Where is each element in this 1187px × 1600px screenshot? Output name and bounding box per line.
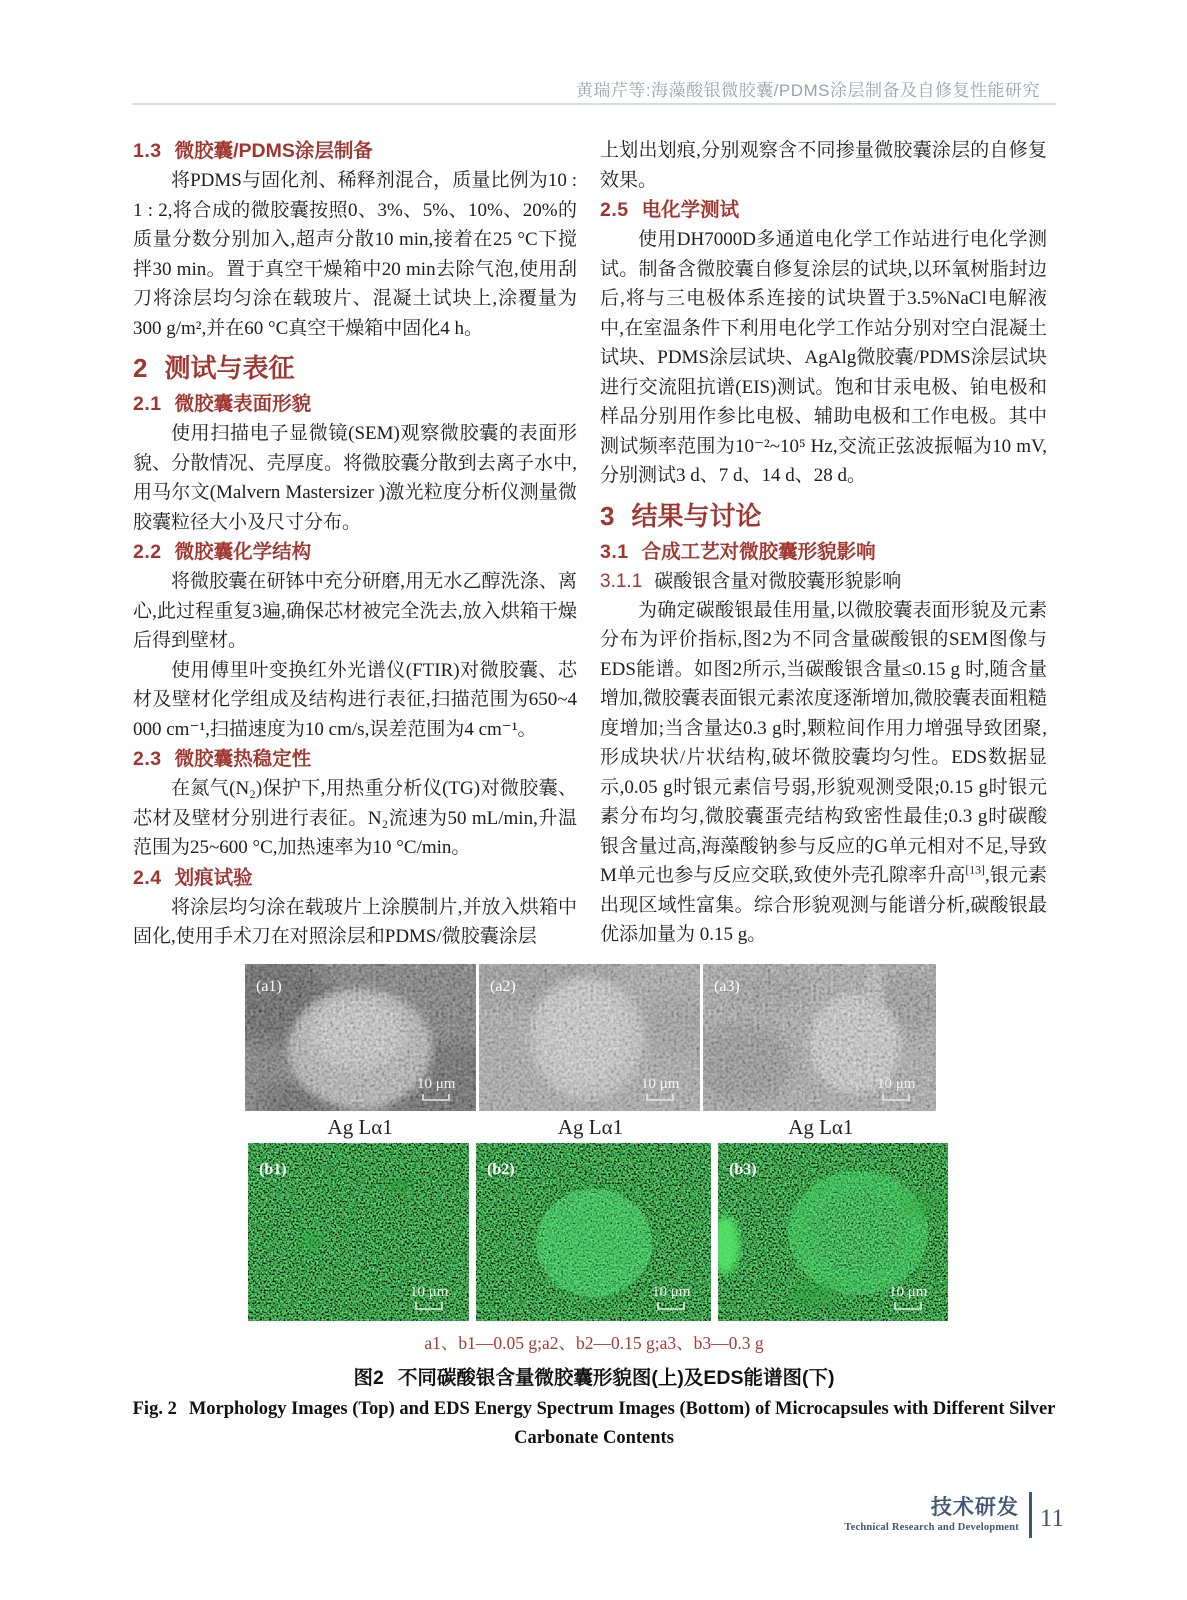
heading-2-1 xyxy=(133,391,577,418)
panel-label: (a1) xyxy=(256,978,282,995)
heading-number: 2 xyxy=(133,353,148,383)
scalebar-label: 10 μm xyxy=(410,1284,449,1300)
footer-section-zh: 技术研发 xyxy=(930,1496,1019,1519)
heading-number: 2.1 xyxy=(133,393,162,415)
heading-3-1-1 xyxy=(600,568,1047,595)
eds-image-b2 xyxy=(476,1143,711,1321)
heading-3-1 xyxy=(600,539,1047,566)
heading-2-2 xyxy=(133,539,577,566)
heading-2 xyxy=(133,352,577,385)
heading-number: 3.1.1 xyxy=(600,570,643,592)
heading-title: 碳酸银含量对微胶囊形貌影响 xyxy=(654,570,902,592)
figure-2 xyxy=(245,964,948,1321)
paragraph-2-3: 在氮气(N₂)保护下,用热重分析仪(TG)对微胶囊、芯材及壁材分别进行表征。N₂流速为50 mL/min,升温范围为25~600 °C,加热速率为10 °C/min。 xyxy=(133,778,577,858)
sem-image-row xyxy=(245,964,948,1111)
paragraph-2-1: 使用扫描电子显微镜(SEM)观察微胶囊的表面形貌、分散情况、壳厚度。将微胶囊分散到去离子水中,用马尔文(Malvern Mastersizer )激光粒度分析仪测量微胶囊粒径大小及尺寸分布。 xyxy=(133,423,577,533)
heading-number: 2.4 xyxy=(133,866,162,889)
running-head-title: 黄瑞芹等:海藻酸银微胶囊/PDMS涂层制备及自修复性能研究 xyxy=(575,81,1040,100)
right-column xyxy=(600,136,1047,950)
paragraph-2-5: 使用DH7000D多通道电化学工作站进行电化学测试。制备含微胶囊自修复涂层的试块,以环氧树脂封边后,将与三电极体系连接的试块置于3.5%NaCl电解液中,在室温条件下利用电化学工作站分别对空白混凝土试块、PDMS涂层试块、AgAlg微胶囊/PDMS涂层试块进行交流阻抗谱(EIS)测试。饱和甘汞电极、铂电极和样品分别用作参比电极、辅助电极和工作电极。其中测试频率范围为10⁻²~10⁵ Hz,交流正弦波振幅为10 mV,分别测试3 d、7 d、14 d、28 d。 xyxy=(600,229,1047,486)
heading-number: 1.3 xyxy=(133,140,162,162)
ag-label-row xyxy=(245,1111,936,1143)
paragraph-1-3: 将PDMS与固化剂、稀释剂混合，质量比例为10 : 1 : 2,将合成的微胶囊按照0、3%、5%、10%、20%的质量分数分别加入,超声分散10 min,接着在25 °C下搅拌30 min。置于真空干燥箱中20 min去除气泡,使用刮刀将涂层均匀涂在载玻片、混凝土试块上,涂覆量为300 g/m²,并在60 °C真空干燥箱中固化4 h。 xyxy=(133,170,577,339)
panel-label: (b1) xyxy=(259,1161,287,1178)
figure-caption-number-en: Fig. 2 xyxy=(132,1399,177,1419)
scalebar-label: 10 μm xyxy=(641,1076,680,1092)
heading-title: 划痕试验 xyxy=(174,866,253,889)
sem-image-a1 xyxy=(245,964,476,1111)
heading-3 xyxy=(600,500,1047,533)
figure-caption-en-text: Morphology Images (Top) and EDS Energy Spectrum Images (Bottom) of Microcapsules with Different Silver xyxy=(188,1399,1056,1419)
heading-title: 结果与讨论 xyxy=(631,500,762,531)
page-number: 11 xyxy=(1039,1505,1064,1532)
figure-caption-en-line2: Carbonate Contents xyxy=(514,1428,674,1448)
heading-number: 3 xyxy=(600,500,615,531)
heading-2-4 xyxy=(133,865,577,892)
ag-label: Ag Lα1 xyxy=(788,1115,854,1139)
eds-image-b3 xyxy=(718,1143,948,1321)
scalebar-label: 10 μm xyxy=(889,1284,928,1300)
panel-label: (b2) xyxy=(487,1161,515,1178)
figure-caption-text: 不同碳酸银含量微胶囊形貌图(上)及EDS能谱图(下) xyxy=(397,1367,835,1389)
heading-title: 电化学测试 xyxy=(641,199,740,221)
scalebar-label: 10 μm xyxy=(417,1076,456,1092)
heading-title: 合成工艺对微胶囊形貌影响 xyxy=(641,540,876,563)
sem-image-a2 xyxy=(479,964,700,1111)
heading-title: 测试与表征 xyxy=(164,353,295,383)
footer-section-en: Technical Research and Development xyxy=(844,1522,1019,1533)
panel-label: (a3) xyxy=(714,978,740,995)
heading-title: 微胶囊/PDMS涂层制备 xyxy=(174,140,373,162)
page-footer xyxy=(844,1492,1064,1538)
heading-number: 3.1 xyxy=(600,540,629,563)
panel-label: (b3) xyxy=(729,1161,757,1178)
footer-section xyxy=(844,1497,1019,1533)
scalebar-label: 10 μm xyxy=(877,1076,916,1092)
sem-image-a3 xyxy=(703,964,936,1111)
scalebar-label: 10 μm xyxy=(652,1284,691,1300)
panel-label: (a2) xyxy=(490,978,516,995)
paragraph-2-4-continued: 上划出划痕,分别观察含不同掺量微胶囊涂层的自修复效果。 xyxy=(600,140,1047,191)
ag-label: Ag Lα1 xyxy=(557,1115,624,1139)
heading-2-5 xyxy=(600,197,1047,224)
eds-image-row xyxy=(248,1143,948,1321)
figure-caption-number: 图2 xyxy=(353,1367,384,1389)
figure-caption-zh xyxy=(132,1362,1056,1390)
left-column xyxy=(133,136,577,952)
eds-image-b1 xyxy=(248,1143,469,1321)
header-rule xyxy=(132,103,1056,105)
ag-label: Ag Lα1 xyxy=(327,1115,393,1139)
heading-1-3 xyxy=(133,138,577,165)
paragraph-2-2-a: 将微胶囊在研钵中充分研磨,用无水乙醇洗涤、离心,此过程重复3遍,确保芯材被完全洗去,放入烘箱干燥后得到壁材。 xyxy=(133,571,577,651)
heading-number: 2.2 xyxy=(133,541,162,563)
heading-title: 微胶囊热稳定性 xyxy=(174,748,312,770)
paragraph-3-1-1: 为确定碳酸银最佳用量,以微胶囊表面形貌及元素分布为评价指标,图2为不同含量碳酸银的SEM图像与EDS能谱。如图2所示,当碳酸银含量≤0.15 g 时,随含量增加,微胶囊表面银元素浓度逐渐增加,微胶囊表面粗糙度增加;当含量达0.3 g时,颗粒间作用力增强导致团聚,形成块状/片状结构,破坏微胶囊均匀性。EDS数据显示,0.05 g时银元素信号弱,形貌观测受限;0.15 g时银元素分布均匀,微胶囊蛋壳结构致密性最佳;0.3 g时碳酸银含量过高,海藻酸钠参与反应的G单元相对不足,导致M单元也参与反应交联,致使外壳孔隙率升高[13],银元素出现区域性富集。综合形貌观测与能谱分析,碳酸银最优添加量为 0.15 g。 xyxy=(600,599,1047,945)
heading-number: 2.3 xyxy=(133,748,162,770)
footer-divider xyxy=(1029,1492,1032,1538)
paragraph-2-2-b: 使用傅里叶变换红外光谱仪(FTIR)对微胶囊、芯材及壁材化学组成及结构进行表征,扫描范围为650~4 000 cm⁻¹,扫描速度为10 cm/s,误差范围为4 cm⁻¹。 xyxy=(133,659,577,740)
heading-2-3 xyxy=(133,746,577,773)
heading-number: 2.5 xyxy=(600,199,629,221)
paragraph-2-4: 将涂层均匀涂在载玻片上涂膜制片,并放入烘箱中固化,使用手术刀在对照涂层和PDMS/微胶囊涂层 xyxy=(133,896,577,947)
figure-note: a1、b1—0.05 g;a2、b2—0.15 g;a3、b3—0.3 g xyxy=(424,1333,764,1353)
figure-caption-en-line1 xyxy=(132,1395,1056,1424)
heading-title: 微胶囊表面形貌 xyxy=(174,393,312,415)
figure-captions xyxy=(132,1330,1056,1453)
figure-caption-en xyxy=(132,1395,1056,1453)
heading-title: 微胶囊化学结构 xyxy=(174,541,312,563)
